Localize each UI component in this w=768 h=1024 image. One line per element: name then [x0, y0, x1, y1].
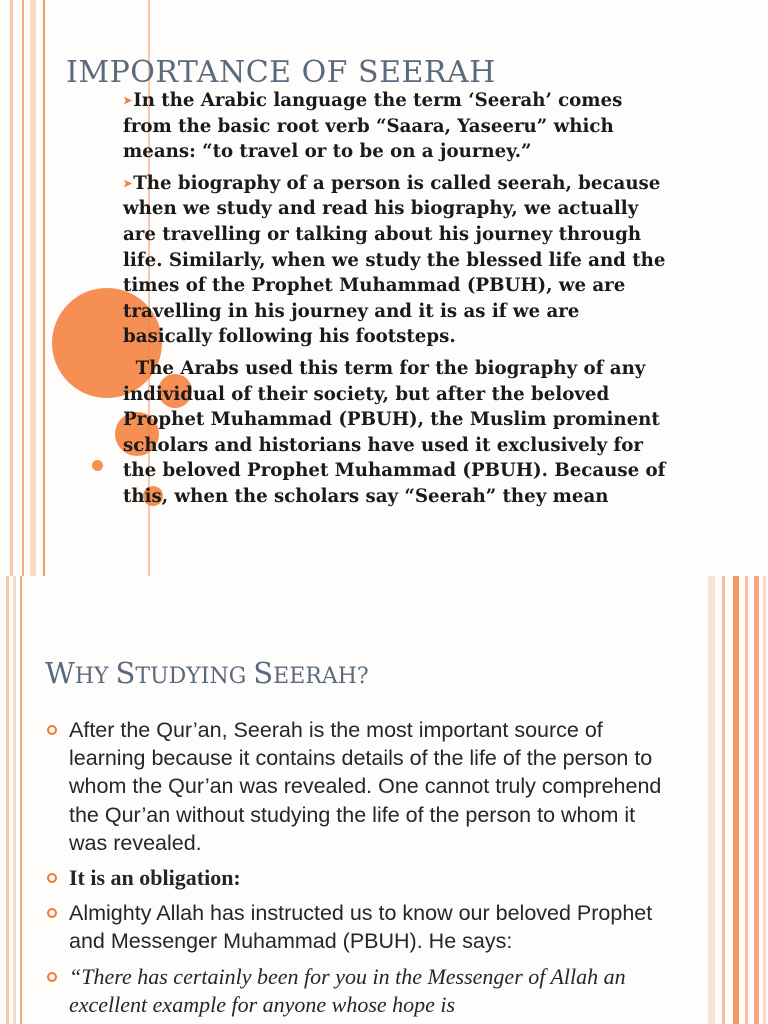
paragraph: ➤In the Arabic language the term ‘Seerah’ comes from the basic root verb “Saara, Yaseeru” which means: “to travel or to be on a journey.” — [123, 90, 623, 163]
bullet-list — [44, 716, 664, 1024]
circle-bullet-icon — [47, 972, 57, 982]
arrow-bullet-icon: ➤ — [123, 176, 133, 190]
decor-stripe — [43, 0, 45, 576]
decor-circle — [92, 460, 103, 471]
slide-title: IMPORTANCE OF SEERAH — [66, 55, 496, 90]
decor-stripe — [708, 576, 715, 1024]
slide-body — [123, 88, 668, 516]
decor-stripe — [22, 0, 24, 576]
decor-stripe — [10, 0, 13, 576]
list-item: “There has certainly been for you in the Messenger of Allah an excellent example for anyone whose hope is — [44, 963, 664, 1019]
decor-stripe — [722, 576, 725, 1024]
slide-title: WHY STUDYING SEERAH? — [45, 656, 369, 690]
circle-bullet-icon — [47, 725, 57, 735]
decor-stripe — [20, 576, 22, 1024]
circle-bullet-icon — [47, 908, 57, 918]
decor-stripe — [30, 0, 36, 576]
decor-stripe — [763, 576, 766, 1024]
decor-stripe — [754, 576, 759, 1024]
decor-stripe — [733, 576, 739, 1024]
list-item: It is an obligation: — [44, 864, 664, 892]
list-item: Almighty Allah has instructed us to know our beloved Prophet and Messenger Muhammad (PBUH). He says: — [44, 899, 664, 955]
circle-bullet-icon — [47, 873, 57, 883]
list-item: After the Qur’an, Seerah is the most important source of learning because it contains details of the life of the person to whom the Qur’an was revealed. One cannot truly comprehend the Qur’an without studying the life of the person to whom it was revealed. — [44, 716, 664, 857]
decor-stripe — [6, 576, 9, 1024]
decor-stripe — [13, 576, 16, 1024]
arrow-bullet-icon: ➤ — [123, 94, 133, 107]
slide-why-studying-seerah — [0, 576, 768, 1024]
decor-stripe — [745, 576, 748, 1024]
paragraph: The Arabs used this term for the biography of any individual of their society, but after the beloved Prophet Muhammad (PBUH), the Muslim prominent scholars and historians have used it exclusively for the beloved Prophet Muhammad (PBUH). Because of this, when the scholars say “Seerah” they mean — [123, 357, 666, 507]
paragraph: ➤The biography of a person is called seerah, because when we study and read his biography, we actually are travelling or talking about his journey through life. Similarly, when we study the blessed life and the times of the Prophet Muhammad (PBUH), we are travelling in his journey and it is as if we are basically following his footsteps. — [123, 172, 666, 348]
